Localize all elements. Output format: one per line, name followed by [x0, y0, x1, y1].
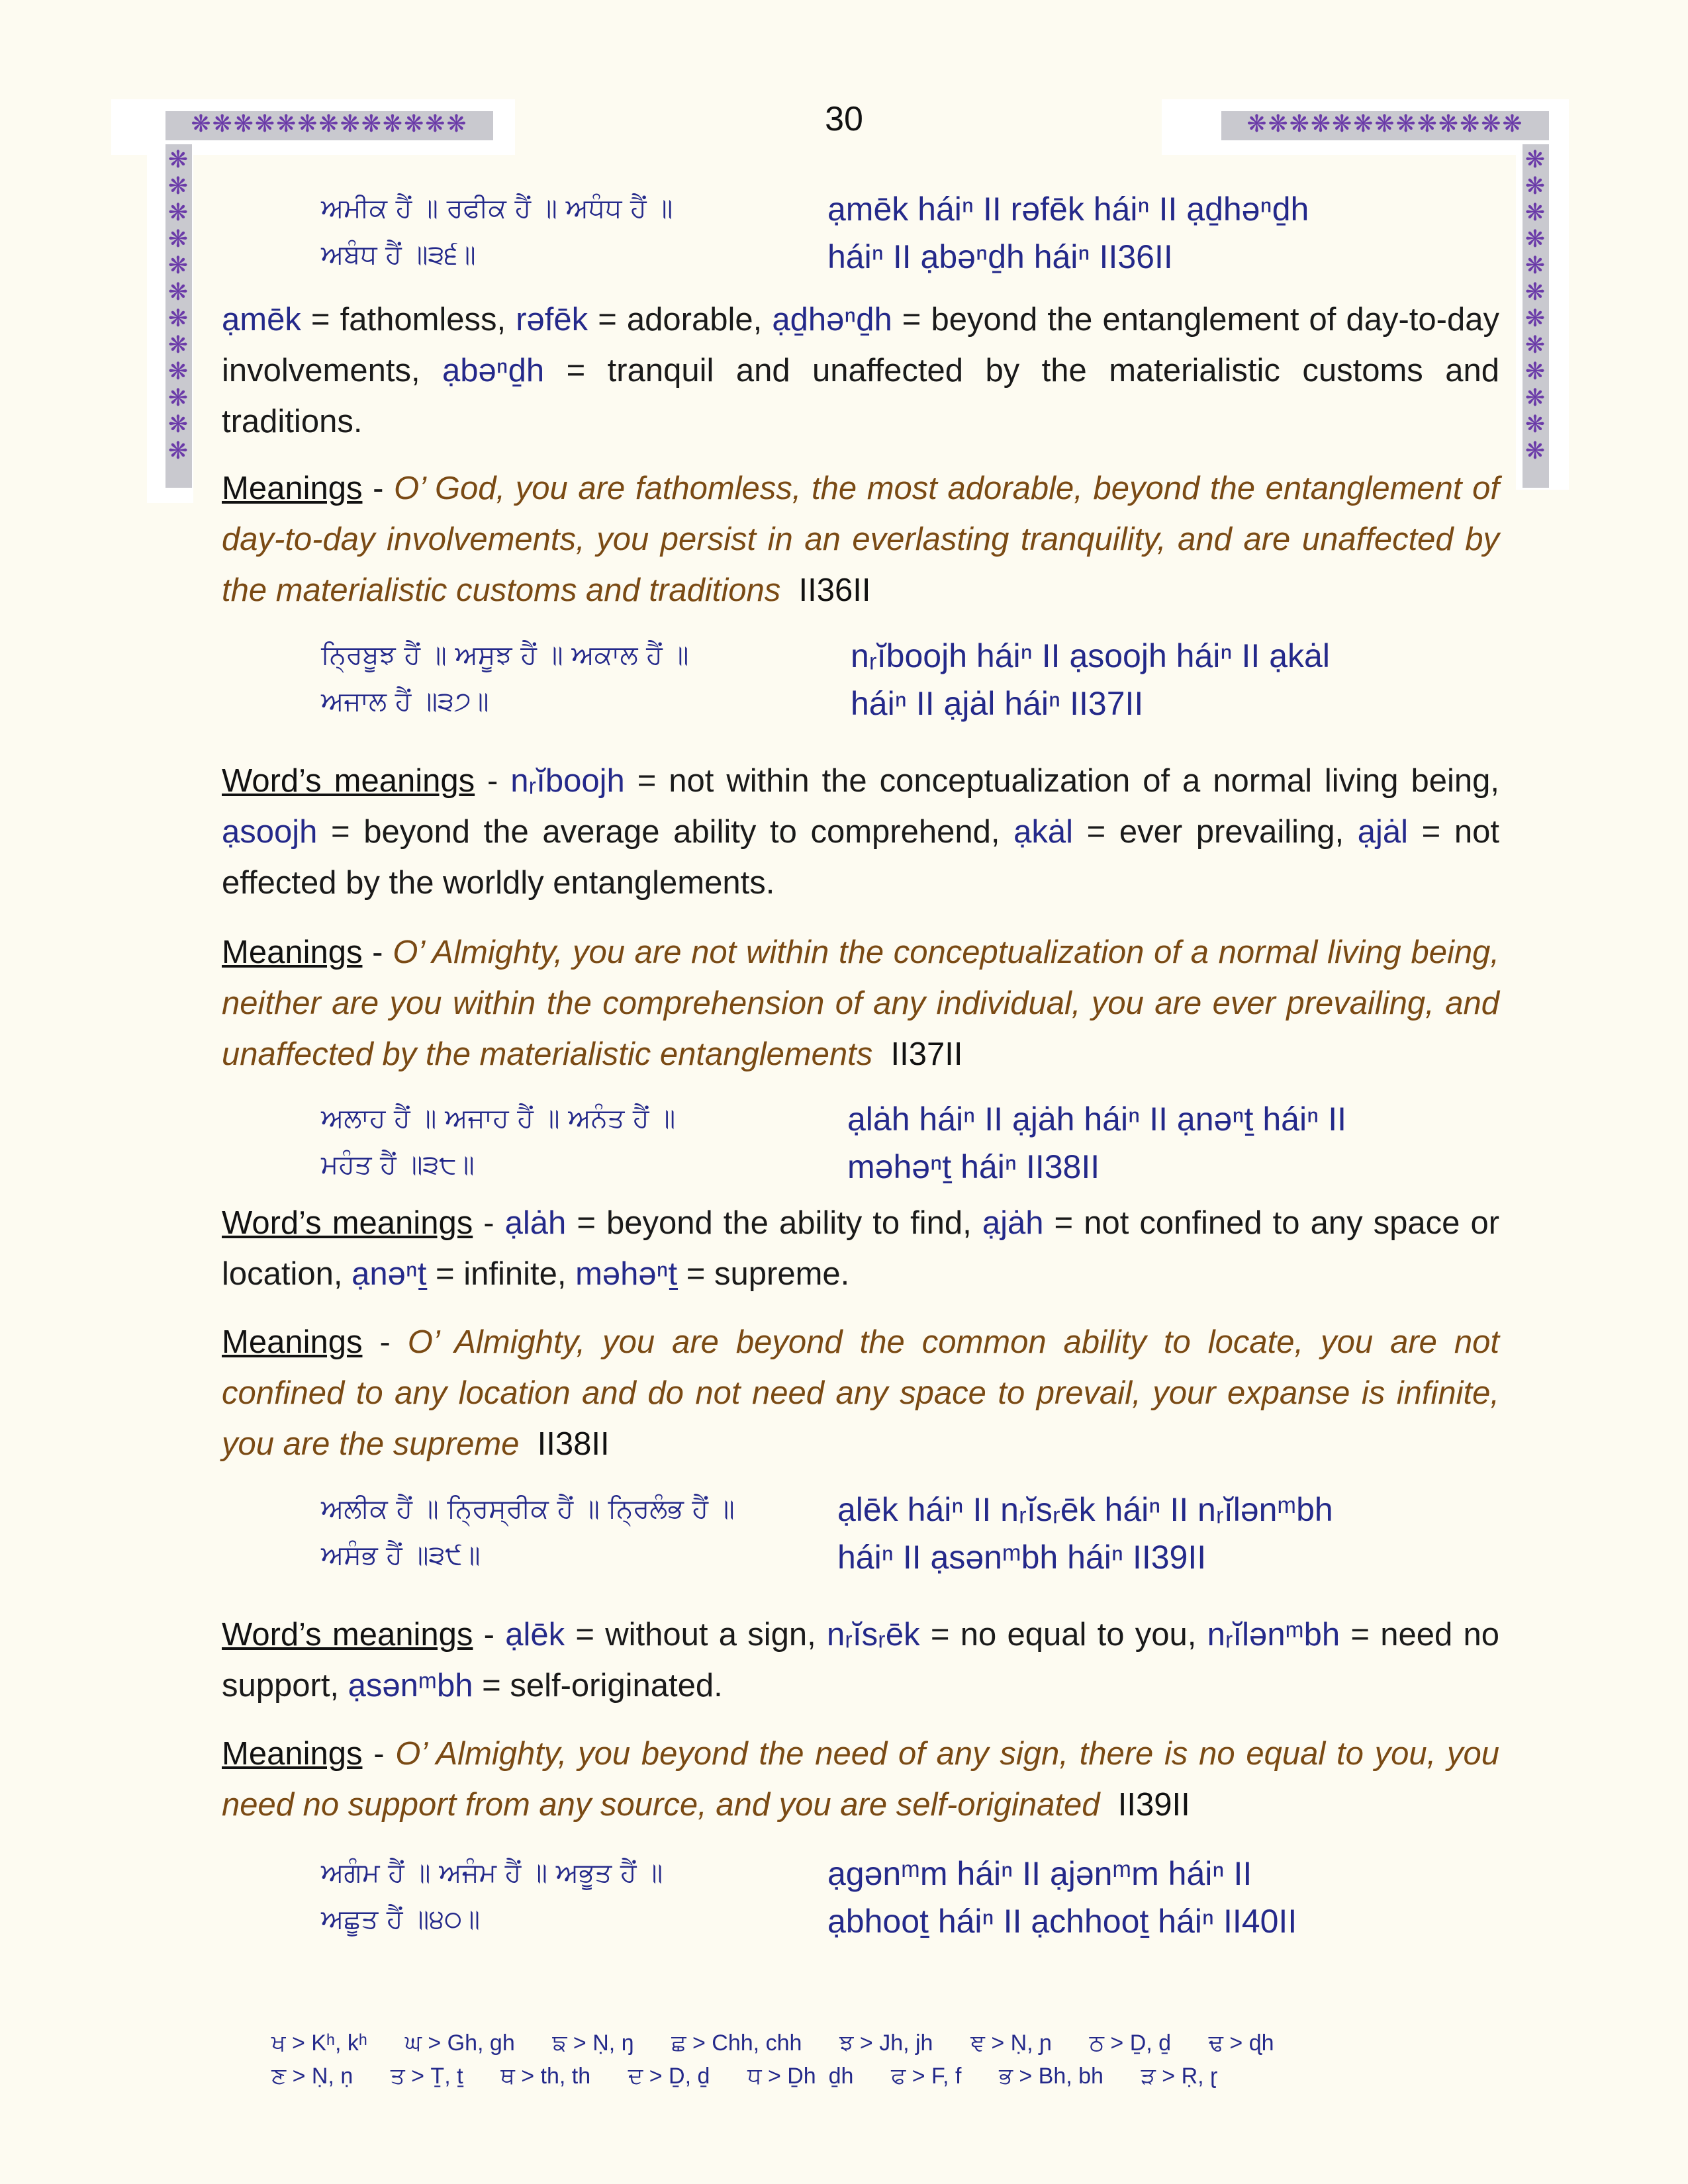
meaning-text: O’ Almighty, you are beyond the common ability to locate, you are not confined to any location and do not need any space to prevail, your expanse is infinite, you are the supreme: [222, 1324, 1499, 1462]
definition: = without a sign,: [565, 1617, 827, 1653]
gurmukhi-line-2: ਅਬੰਧ ਹੈਂ ॥੩੬॥: [321, 240, 476, 270]
term: ạjȧl: [1357, 814, 1409, 850]
translit-line-2: ạbhooṯ háiⁿ II ạchhooṯ háiⁿ II40II: [827, 1903, 1297, 1940]
word-meanings-36: [222, 295, 1499, 447]
term: nᵣĭlənᵐbh: [1207, 1617, 1340, 1653]
meanings-label: Meanings: [222, 934, 363, 970]
definition: = fathomless,: [301, 302, 516, 338]
verse-36: [222, 185, 1499, 278]
gurmukhi-line-2: ਮਹੰਤ ਹੈਂ ॥੩੮॥: [321, 1150, 475, 1180]
definition: = beyond the ability to find,: [566, 1205, 982, 1241]
meaning-text: O’ Almighty, you beyond the need of any sign, there is no equal to you, you need no support from any source, and you are self-originated: [222, 1736, 1499, 1823]
verse-transliteration: [827, 185, 1499, 281]
term: nᵣĭsᵣēk: [826, 1617, 920, 1653]
translit-line-2: háiⁿ II ạbəⁿḏh háiⁿ II36II: [827, 238, 1173, 275]
word-meanings-37: [222, 756, 1499, 909]
definition: = tranquil and unaffected by the materialistic customs and traditions.: [222, 353, 1499, 439]
label-separator: -: [475, 763, 511, 799]
border-left-stars: ❋❋❋❋❋❋❋❋❋❋❋❋: [165, 144, 192, 488]
label-separator: -: [362, 1324, 408, 1360]
term: ạmēk: [222, 302, 301, 338]
meanings-label: Meanings: [222, 1324, 363, 1360]
definition: = beyond the entanglement of day-to-day involvements,: [222, 302, 1499, 388]
term: ạsənᵐbh: [348, 1668, 473, 1704]
meanings-37: [222, 927, 1499, 1080]
definition: = ever prevailing,: [1072, 814, 1358, 850]
term: ạbəⁿḏh: [442, 353, 545, 388]
gurmukhi-line-1: ਨ੍ਰਿਬੂਝ ਹੈਂ ॥ ਅਸੂਝ ਹੈਂ ॥ ਅਕਾਲ ਹੈਂ ॥: [321, 640, 689, 670]
translit-line-1: ạmēk háiⁿ II rəfēk háiⁿ II ạḏhəⁿḏh: [827, 191, 1309, 228]
definition: = supreme.: [677, 1256, 850, 1292]
meaning-text: O’ Almighty, you are not within the conceptualization of a normal living being, neither are you within the comprehension of any individual, you are ever prevailing, and unaffected by the materialistic entanglements: [222, 934, 1499, 1072]
translit-line-1: ạgənᵐm háiⁿ II ạjənᵐm háiⁿ II: [827, 1855, 1252, 1892]
translit-line-2: məhəⁿṯ háiⁿ II38II: [847, 1148, 1100, 1185]
verse-37: [222, 632, 1499, 725]
verse-marker: II39II: [1117, 1787, 1190, 1823]
verse-marker: II36II: [798, 572, 871, 608]
transliteration-legend-row-1: ਖ > Kʰ, kʰ ਘ > Gh, gh ਙ > Ṇ, ŋ ਛ > Chh, chh ਝ > Jh, jh ਞ > Ṇ, ɲ ਠ > Ḏ, ḏ ਢ > ɖh: [271, 2030, 1274, 2056]
gurmukhi-line-2: ਅਛੂਤ ਹੈਂ ॥੪੦॥: [321, 1904, 481, 1934]
definition: = not within the conceptualization of a normal living being,: [624, 763, 1500, 799]
definition: = beyond the average ability to comprehend,: [317, 814, 1014, 850]
meaning-text: O’ God, you are fathomless, the most adorable, beyond the entanglement of day-to-day involvements, you persist in an everlasting tranquility, and are unaffected by the materialistic customs and traditions: [222, 471, 1500, 608]
label-separator: -: [362, 471, 395, 506]
term: ạḏhəⁿḏh: [772, 302, 892, 338]
translit-line-2: háiⁿ II ạjȧl háiⁿ II37II: [851, 685, 1144, 722]
verse-39: [222, 1486, 1499, 1578]
term: ạnəⁿṯ: [352, 1256, 427, 1292]
translit-line-2: háiⁿ II ạsənᵐbh háiⁿ II39II: [837, 1539, 1207, 1576]
definition: = adorable,: [588, 302, 773, 338]
translit-line-1: ạlȧh háiⁿ II ạjȧh háiⁿ II ạnəⁿṯ háiⁿ II: [847, 1101, 1346, 1138]
translit-line-1: nᵣĭboojh háiⁿ II ạsoojh háiⁿ II ạkȧl: [851, 637, 1330, 674]
label-separator: -: [362, 1736, 396, 1772]
page-number: 30: [825, 100, 863, 138]
meanings-36: [222, 463, 1499, 616]
term: ạjȧh: [982, 1205, 1044, 1241]
term: nᵣĭboojh: [510, 763, 625, 799]
meanings-39: [222, 1729, 1499, 1831]
term: ạlēk: [505, 1617, 565, 1653]
verse-38: [222, 1095, 1499, 1188]
border-top-right-stars: ❋❋❋❋❋❋❋❋❋❋❋❋❋: [1221, 111, 1549, 140]
border-right-stars: ❋❋❋❋❋❋❋❋❋❋❋❋: [1523, 144, 1549, 488]
transliteration-legend-row-2: ਣ > Ṇ, ṇ ਤ > Ṯ, ṯ ਥ > th, th ਦ > Ḏ, ḏ ਧ > Ḏh ḏh ਫ > F, f ਭ > Bh, bh ੜ > Ṛ, ɽ: [271, 2064, 1218, 2089]
term: ạkȧl: [1013, 814, 1073, 850]
definition: = not confined to any space or location,: [222, 1205, 1500, 1292]
term: ạsoojh: [222, 814, 318, 850]
meanings-38: [222, 1317, 1499, 1470]
term: rəfēk: [516, 302, 588, 338]
meanings-label: Meanings: [222, 471, 363, 506]
term: ạlȧh: [504, 1205, 567, 1241]
definition: = infinite,: [426, 1256, 576, 1292]
gurmukhi-line-2: ਅਸੰਭ ਹੈਂ ॥੩੯॥: [321, 1540, 481, 1570]
definition: = no equal to you,: [919, 1617, 1207, 1653]
gurmukhi-line-1: ਅਗੰਮ ਹੈਂ ॥ ਅਜੰਮ ਹੈਂ ॥ ਅਭੂਤ ਹੈਂ ॥: [321, 1858, 663, 1888]
definition: = need no support,: [222, 1617, 1500, 1704]
gurmukhi-line-1: ਅਲੀਕ ਹੈਂ ॥ ਨ੍ਰਿਸ੍ਰੀਕ ਹੈਂ ॥ ਨ੍ਰਿਲੰਭ ਹੈਂ ॥: [321, 1494, 735, 1524]
word-meanings-label: Word’s meanings: [222, 1205, 473, 1241]
label-separator: -: [473, 1617, 506, 1653]
definition: = self-originated.: [473, 1668, 723, 1704]
verse-transliteration: [837, 1486, 1509, 1581]
translit-line-1: ạlēk háiⁿ II nᵣĭsᵣēk háiⁿ II nᵣĭlənᵐbh: [837, 1491, 1333, 1528]
definition: = not effected by the worldly entanglements.: [222, 814, 1499, 901]
label-separator: -: [362, 934, 393, 970]
verse-40: [222, 1850, 1499, 1942]
verse-transliteration: [847, 1095, 1519, 1191]
word-meanings-39: [222, 1610, 1499, 1711]
label-separator: -: [473, 1205, 505, 1241]
verse-transliteration: [827, 1850, 1499, 1945]
meanings-label: Meanings: [222, 1736, 363, 1772]
verse-marker: II38II: [537, 1426, 610, 1462]
gurmukhi-line-1: ਅਲਾਹ ਹੈਂ ॥ ਅਜਾਹ ਹੈਂ ॥ ਅਨੰਤ ਹੈਂ ॥: [321, 1103, 676, 1134]
gurmukhi-line-1: ਅਮੀਕ ਹੈਂ ॥ ਰਫੀਕ ਹੈਂ ॥ ਅਧੰਧ ਹੈਂ ॥: [321, 193, 673, 224]
term: məhəⁿṯ: [575, 1256, 678, 1292]
verse-transliteration: [851, 632, 1523, 727]
gurmukhi-line-2: ਅਜਾਲ ਹੈਂ ॥੩੭॥: [321, 686, 489, 717]
word-meanings-label: Word’s meanings: [222, 1617, 473, 1653]
verse-marker: II37II: [890, 1036, 963, 1072]
border-top-left-stars: ❋❋❋❋❋❋❋❋❋❋❋❋❋: [165, 111, 493, 140]
word-meanings-38: [222, 1198, 1499, 1300]
word-meanings-label: Word’s meanings: [222, 763, 475, 799]
